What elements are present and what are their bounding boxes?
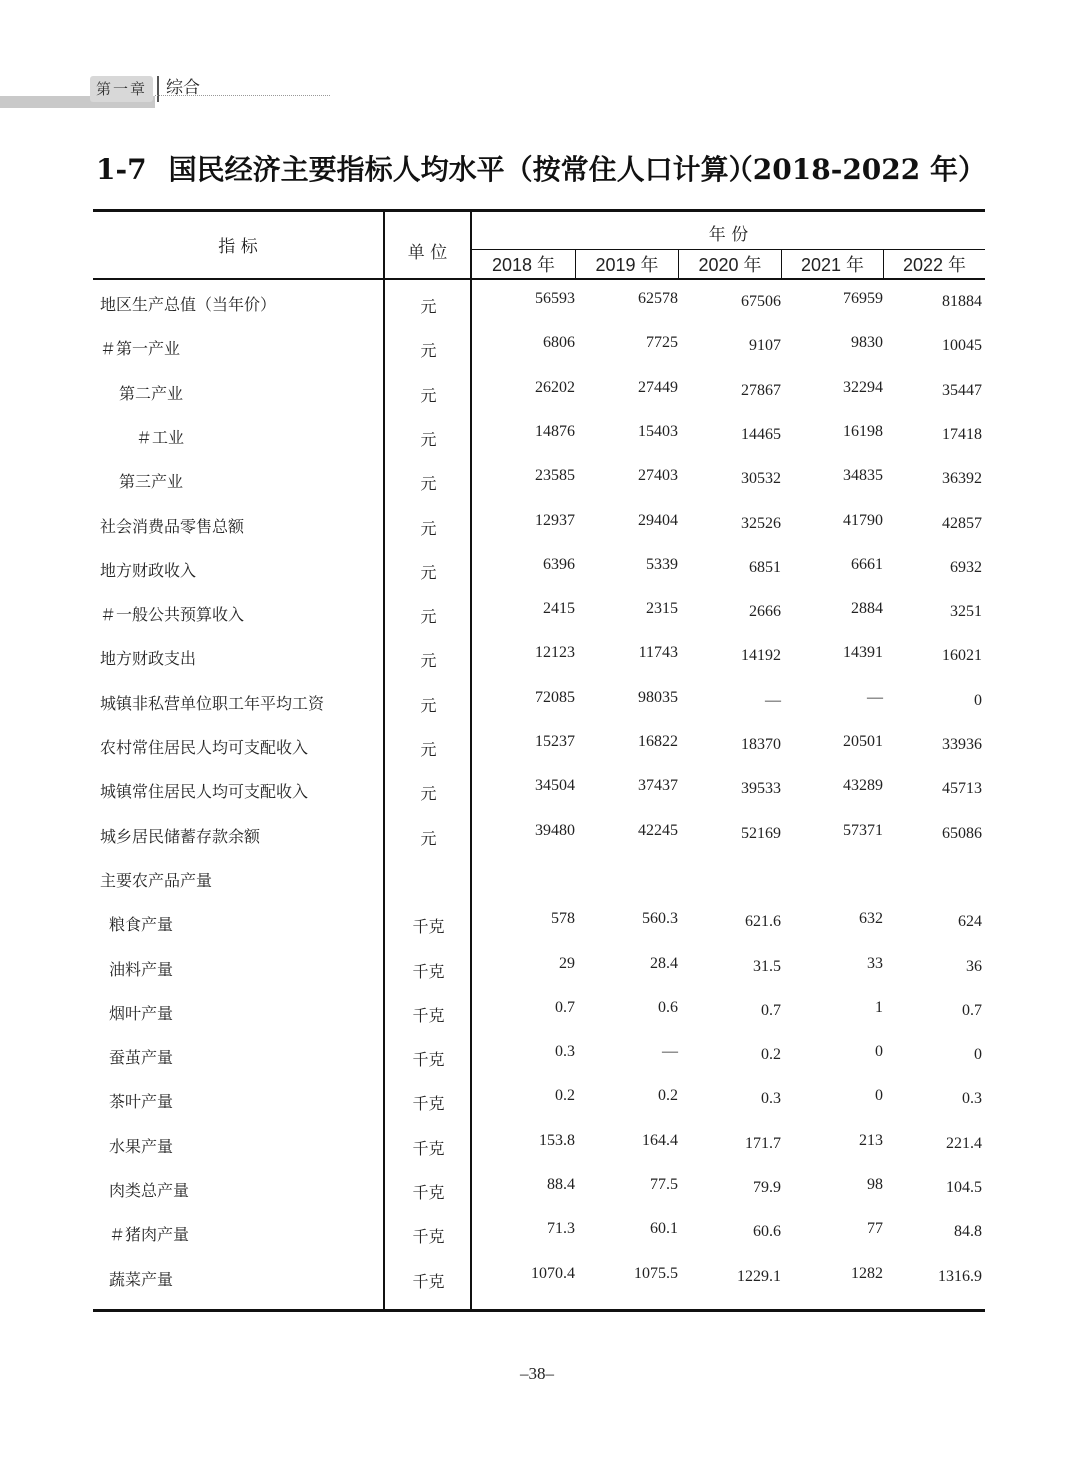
row-value: — — [867, 688, 883, 706]
row-value: 2666 — [749, 603, 781, 621]
header-year-2021: 2021 年 — [800, 255, 865, 275]
row-value: 71.3 — [547, 1220, 575, 1238]
running-header — [0, 70, 330, 110]
table-row — [0, 602, 1074, 646]
table-row — [0, 378, 1074, 425]
table-row — [0, 779, 1074, 823]
table-row — [0, 1264, 1074, 1311]
row-value: 3251 — [950, 603, 982, 621]
row-unit: 千克 — [412, 917, 445, 937]
row-value: 84.8 — [954, 1223, 982, 1241]
row-value: 32526 — [741, 514, 781, 532]
row-unit: 元 — [420, 429, 437, 449]
row-value: 104.5 — [946, 1179, 982, 1196]
table-row — [0, 511, 1074, 558]
row-unit: 千克 — [412, 1271, 445, 1291]
table-row — [0, 469, 1074, 513]
row-label: 水果产量 — [109, 1136, 174, 1156]
row-value: 81884 — [942, 293, 982, 310]
row-label: ＃第一产业 — [100, 339, 181, 359]
row-value: 1282 — [851, 1264, 883, 1282]
table-row — [0, 1089, 1074, 1133]
header-separator — [157, 76, 159, 102]
row-value: 42245 — [638, 821, 678, 839]
row-value: 60.6 — [753, 1223, 781, 1241]
chapter-label: 第一章 — [90, 76, 153, 102]
row-value: 41790 — [843, 511, 883, 529]
row-value: 7725 — [646, 334, 678, 352]
row-value: 37437 — [638, 777, 678, 795]
row-value: 6806 — [543, 334, 575, 352]
table-top-rule — [93, 209, 985, 212]
table-row — [0, 735, 1074, 779]
row-value: 34835 — [843, 467, 883, 485]
row-value: 171.7 — [745, 1134, 781, 1152]
row-label: 肉类总产量 — [109, 1181, 190, 1200]
row-value: 0.3 — [761, 1090, 781, 1108]
row-value: 62578 — [638, 290, 678, 307]
row-value: 27403 — [638, 467, 678, 485]
row-value: 15403 — [638, 422, 678, 440]
header-year-2018: 2018 年 — [491, 255, 556, 275]
row-unit: 元 — [420, 651, 437, 671]
row-unit: 千克 — [412, 1227, 445, 1247]
row-value: 0.3 — [962, 1090, 982, 1108]
row-unit: 千克 — [412, 1138, 445, 1158]
row-value: 0 — [875, 1087, 883, 1105]
row-value: 98035 — [638, 688, 678, 706]
row-value: 1070.4 — [531, 1264, 575, 1282]
table-title — [96, 148, 986, 192]
row-value: 1075.5 — [634, 1264, 678, 1282]
table-row — [0, 1222, 1074, 1266]
row-value: 56593 — [535, 290, 575, 307]
row-value: 11743 — [638, 644, 678, 662]
row-value: 45713 — [942, 780, 982, 798]
row-value: 60.1 — [650, 1220, 678, 1238]
row-value: 9830 — [851, 334, 883, 352]
table-number: 1-7 — [96, 153, 147, 186]
row-label: 蔬菜产量 — [109, 1269, 174, 1289]
row-value: 36392 — [942, 470, 982, 488]
row-value: 14876 — [535, 422, 575, 440]
row-value: 1 — [875, 998, 883, 1016]
row-unit: 元 — [420, 518, 437, 538]
row-value: 16822 — [638, 733, 678, 750]
row-value: 14192 — [741, 647, 781, 665]
row-value: 6851 — [749, 558, 781, 576]
row-unit: 千克 — [412, 1005, 445, 1025]
row-value: 221.4 — [946, 1134, 982, 1152]
row-value: 2315 — [646, 600, 678, 618]
table-row — [0, 646, 1074, 690]
row-label: 茶叶产量 — [109, 1092, 174, 1112]
row-value: 621.6 — [745, 913, 781, 931]
header-year-2019: 2019 年 — [595, 255, 659, 275]
row-value: 35447 — [942, 381, 982, 399]
row-value: 0.7 — [761, 1001, 781, 1019]
row-label: 城镇非私营单位职工年平均工资 — [100, 693, 325, 713]
header-unit: 单 位 — [407, 243, 448, 263]
table-row — [0, 336, 1074, 380]
table-row — [0, 954, 1074, 1001]
row-value: 29 — [559, 954, 575, 972]
row-value: 578 — [551, 910, 575, 928]
row-unit: 元 — [420, 828, 437, 848]
table-title-years: （2018-2022 年） — [724, 153, 986, 186]
row-value: 27449 — [638, 378, 678, 396]
year-group-rule — [471, 249, 985, 250]
row-label: ＃一般公共预算收入 — [100, 605, 245, 625]
row-value: 39480 — [535, 821, 575, 839]
row-value: 213 — [859, 1131, 883, 1149]
row-label: 地方财政收入 — [100, 560, 197, 580]
row-value: 52169 — [741, 824, 781, 842]
table-row — [0, 422, 1074, 469]
row-label: ＃猪肉产量 — [109, 1225, 190, 1245]
row-value: — — [765, 691, 781, 709]
row-unit: 元 — [420, 385, 437, 405]
row-value: 88.4 — [547, 1176, 575, 1193]
row-value: 2415 — [543, 600, 575, 618]
row-value: 32294 — [843, 378, 883, 396]
row-value: 0.7 — [962, 1001, 982, 1019]
row-unit: 千克 — [412, 1094, 445, 1114]
row-unit: 元 — [420, 695, 437, 715]
row-value: 34504 — [535, 777, 575, 795]
header-year-group: 年 份 — [708, 225, 749, 245]
table-row — [0, 1178, 1074, 1222]
row-label: 第二产业 — [119, 383, 184, 403]
row-value: 29404 — [638, 511, 678, 529]
row-value: 57371 — [843, 821, 883, 839]
row-unit: 元 — [420, 474, 437, 494]
table-title-text: 国民经济主要指标人均水平（按常住人口计算） — [168, 153, 757, 186]
row-value: 14465 — [741, 425, 781, 443]
header-indicator: 指 标 — [218, 237, 258, 257]
row-value: 26202 — [535, 378, 575, 396]
row-value: 77.5 — [650, 1176, 678, 1193]
row-value: 39533 — [741, 780, 781, 798]
table-row — [0, 292, 1074, 336]
row-unit: 元 — [420, 784, 437, 804]
row-value: 6396 — [543, 555, 575, 573]
row-value: 632 — [859, 910, 883, 928]
row-value: 0 — [875, 1043, 883, 1061]
row-value: 14391 — [843, 644, 883, 662]
row-unit: 千克 — [412, 961, 445, 981]
row-value: 98 — [867, 1176, 883, 1193]
row-value: 67506 — [741, 293, 781, 310]
row-value: 164.4 — [642, 1131, 678, 1149]
row-unit: 元 — [420, 562, 437, 582]
row-unit: 元 — [420, 297, 437, 316]
row-label: 社会消费品零售总额 — [100, 516, 245, 536]
row-value: 23585 — [535, 467, 575, 485]
table-row — [0, 868, 1074, 912]
row-value: 1316.9 — [938, 1267, 982, 1285]
row-value: 65086 — [942, 824, 982, 842]
table-header-rule — [93, 278, 985, 280]
row-label: 蚕茧产量 — [109, 1048, 174, 1068]
table-row — [0, 688, 1074, 735]
row-value: 43289 — [843, 777, 883, 795]
row-label: 粮食产量 — [109, 915, 174, 935]
row-value: 560.3 — [642, 910, 678, 928]
row-unit: 元 — [420, 607, 437, 627]
row-unit: 千克 — [412, 1050, 445, 1070]
row-value: 20501 — [843, 733, 883, 750]
row-value: 0.2 — [658, 1087, 678, 1105]
row-value: 30532 — [741, 470, 781, 488]
row-value: 0 — [974, 1046, 982, 1064]
header-dotted-rule — [155, 95, 330, 96]
row-value: 2884 — [851, 600, 883, 618]
row-value: 42857 — [942, 514, 982, 532]
row-value: 76959 — [843, 290, 883, 307]
row-value: 31.5 — [753, 957, 781, 975]
row-value: 6661 — [851, 555, 883, 573]
row-value: 33936 — [942, 736, 982, 753]
table-row — [0, 555, 1074, 602]
row-value: 12123 — [535, 644, 575, 662]
row-value: 27867 — [741, 381, 781, 399]
table-row — [0, 912, 1074, 956]
row-value: 28.4 — [650, 954, 678, 972]
row-value: 0.2 — [555, 1087, 575, 1105]
row-value: 17418 — [942, 425, 982, 443]
row-value: 33 — [867, 954, 883, 972]
row-value: 1229.1 — [737, 1267, 781, 1285]
row-value: 16198 — [843, 422, 883, 440]
row-value: 77 — [867, 1220, 883, 1238]
row-value: 15237 — [535, 733, 575, 750]
row-value: 0.6 — [658, 998, 678, 1016]
header-year-2020: 2020 年 — [698, 255, 762, 275]
table-row — [0, 821, 1074, 868]
row-value: 0.3 — [555, 1043, 575, 1061]
row-value: 0.2 — [761, 1046, 781, 1064]
row-unit: 元 — [420, 341, 437, 361]
row-label: 地方财政支出 — [100, 649, 197, 669]
row-label: 烟叶产量 — [109, 1003, 174, 1023]
row-label: 城乡居民储蓄存款余额 — [100, 826, 261, 846]
row-label: 农村常住居民人均可支配收入 — [100, 738, 309, 757]
row-value: 9107 — [749, 337, 781, 355]
row-value: 10045 — [942, 337, 982, 355]
row-label: 第三产业 — [119, 472, 184, 492]
row-label: 地区生产总值（当年价） — [100, 295, 277, 314]
row-value: 0.7 — [555, 998, 575, 1016]
row-label: ＃工业 — [136, 427, 185, 447]
page-number: –38– — [520, 1364, 554, 1383]
row-value: 6932 — [950, 558, 982, 576]
row-value: 0 — [974, 691, 982, 709]
table-row — [0, 1131, 1074, 1178]
table-row — [0, 998, 1074, 1045]
row-value: 12937 — [535, 511, 575, 529]
header-year-2022: 2022 年 — [902, 255, 967, 275]
row-value: 18370 — [741, 736, 781, 753]
table-row — [0, 1045, 1074, 1089]
row-value: 72085 — [535, 688, 575, 706]
row-label: 城镇常住居民人均可支配收入 — [100, 782, 309, 802]
row-value: 5339 — [646, 555, 678, 573]
row-value: — — [662, 1043, 678, 1061]
row-value: 153.8 — [539, 1131, 575, 1149]
row-value: 79.9 — [753, 1179, 781, 1196]
row-label: 主要农产品产量 — [100, 870, 213, 890]
row-value: 16021 — [942, 647, 982, 665]
section-label: 综合 — [166, 78, 200, 98]
row-label: 油料产量 — [109, 959, 174, 979]
row-unit: 千克 — [412, 1183, 445, 1202]
row-unit: 元 — [420, 740, 437, 759]
row-value: 36 — [966, 957, 982, 975]
row-value: 624 — [958, 913, 982, 931]
